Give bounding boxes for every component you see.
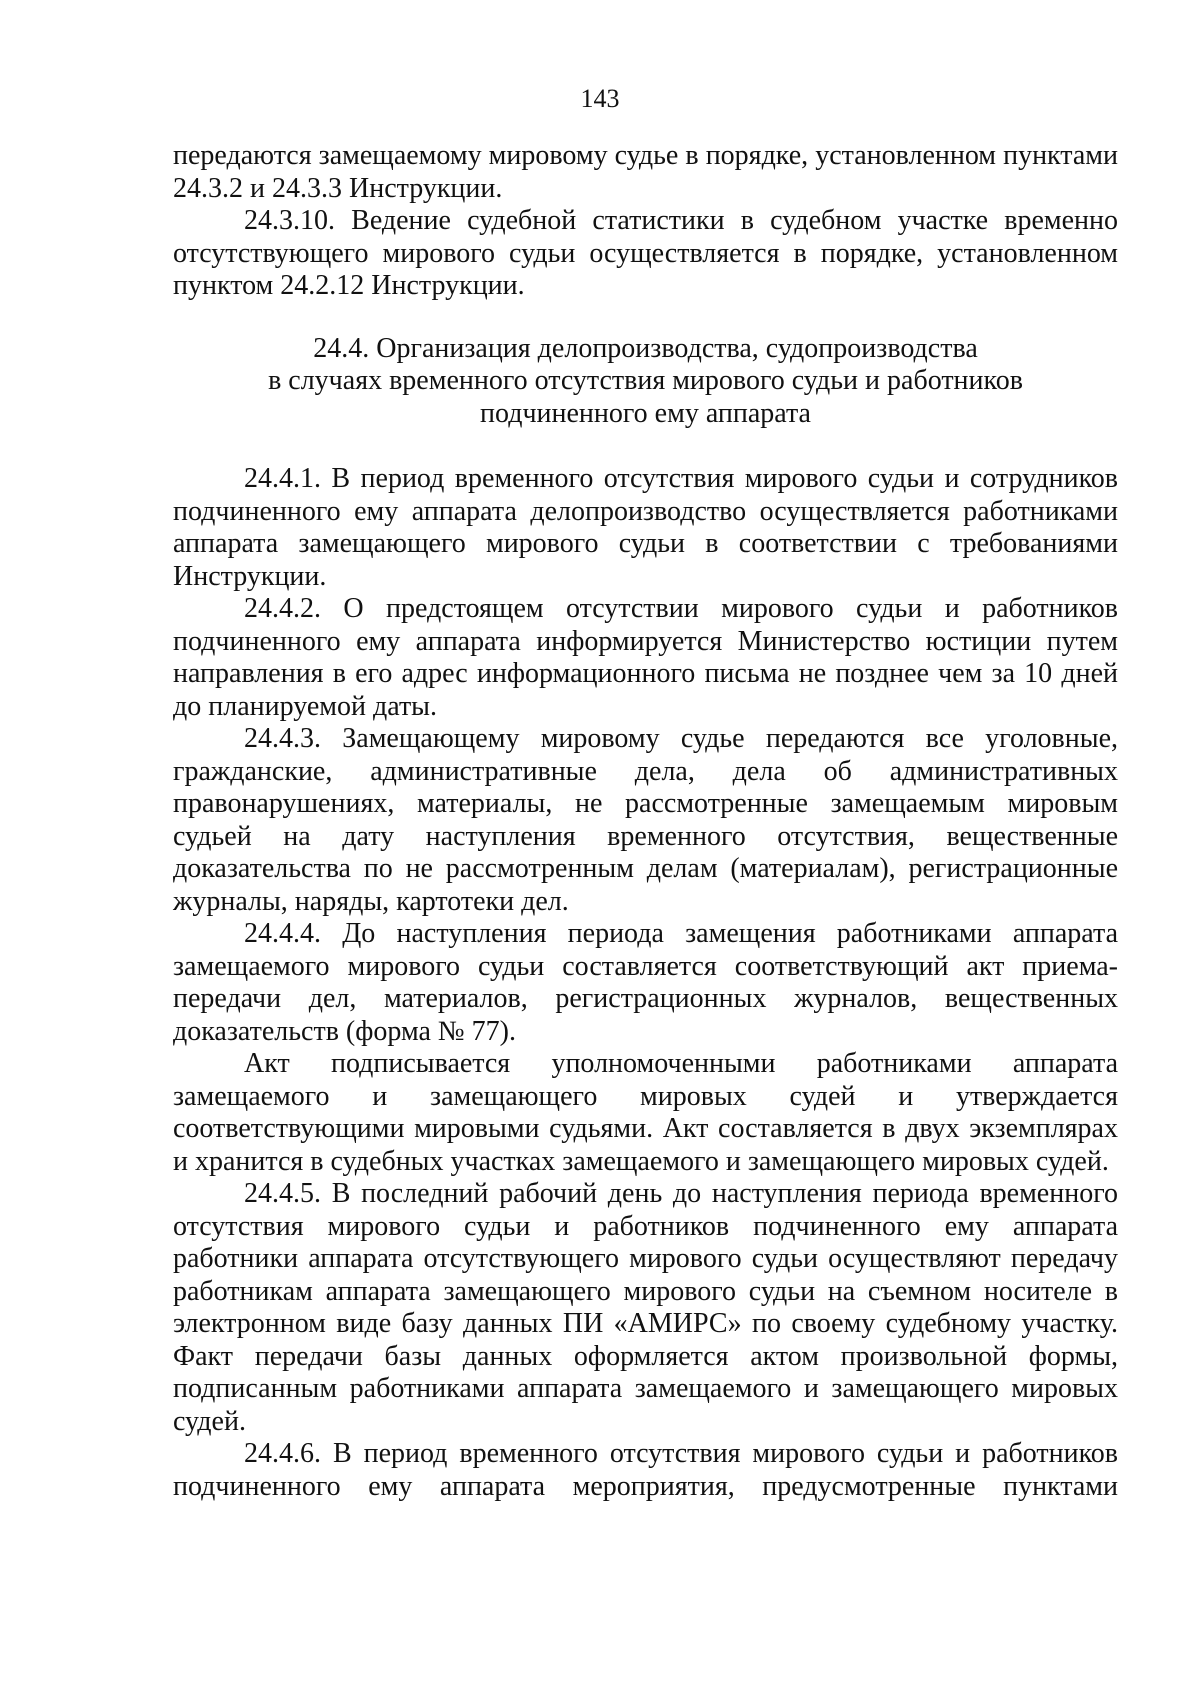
paragraph-24-4-1: 24.4.1. В период временного отсутствия мирового судьи и сотрудников подчиненного ему аппарата делопроизводство осуществляется работниками аппарата замещающего мирового судьи в соответствии с требованиями Инструкции. (173, 463, 1118, 592)
section-heading-line: в случаях временного отсутствия мирового судьи и работников (268, 365, 1023, 396)
paragraph-24-4-2: 24.4.2. О предстоящем отсутствии мирового судьи и работников подчиненного ему аппарата информируется Министерство юстиции путем направления в его адрес информационного письма не позднее чем за 10 дней до планируемой даты. (173, 593, 1118, 722)
paragraph-24-4-4: 24.4.4. До наступления периода замещения работниками аппарата замещаемого мирового судьи составляется соответствующий акт приема-передачи дел, материалов, регистрационных журналов, вещественных доказательств (форма № 77). (173, 918, 1118, 1047)
page-number: 143 (580, 84, 620, 113)
paragraph-act: Акт подписывается уполномоченными работниками аппарата замещаемого и замещающего мировых судей и утверждается соответствующими мировыми судьями. Акт составляется в двух экземплярах и хранится в судебных участках замещаемого и замещающего мировых судей. (173, 1048, 1118, 1177)
paragraph-24-3-10: 24.3.10. Ведение судебной статистики в судебном участке временно отсутствующего мирового судьи осуществляется в порядке, установленном пунктом 24.2.12 Инструкции. (173, 205, 1118, 301)
paragraph-24-4-3: 24.4.3. Замещающему мировому судье передаются все уголовные, гражданские, административные дела, дела об административных правонарушениях, материалы, не рассмотренные замещаемым мировым судьей на дату наступления временного отсутствия, вещественные доказательства по не рассмотренным делам (материалам), регистрационные журналы, наряды, картотеки дел. (173, 723, 1118, 917)
section-heading-24-4 (173, 333, 1118, 431)
paragraph-24-4-6: 24.4.6. В период временного отсутствия мирового судьи и работников подчиненного ему аппарата мероприятия, предусмотренные пунктами (173, 1438, 1118, 1502)
document-body (173, 140, 1118, 1503)
section-heading-line: подчиненного ему аппарата (480, 397, 811, 429)
paragraph-24-4-5: 24.4.5. В последний рабочий день до наступления периода временного отсутствия мирового судьи и работников подчиненного ему аппарата работники аппарата отсутствующего мирового судьи осуществляют передачу работникам аппарата замещающего мирового судьи на съемном носителе в электронном виде базу данных ПИ «АМИРС» по своему судебному участку. Факт передачи базы данных оформляется актом произвольной формы, подписанным работниками аппарата замещаемого и замещающего мировых судей. (173, 1178, 1118, 1437)
paragraph-continuation: передаются замещаемому мировому судье в порядке, установленном пунктами 24.3.2 и 24.3.3 Инструкции. (173, 140, 1118, 204)
section-heading-line: 24.4. Организация делопроизводства, судопроизводства (313, 332, 978, 364)
